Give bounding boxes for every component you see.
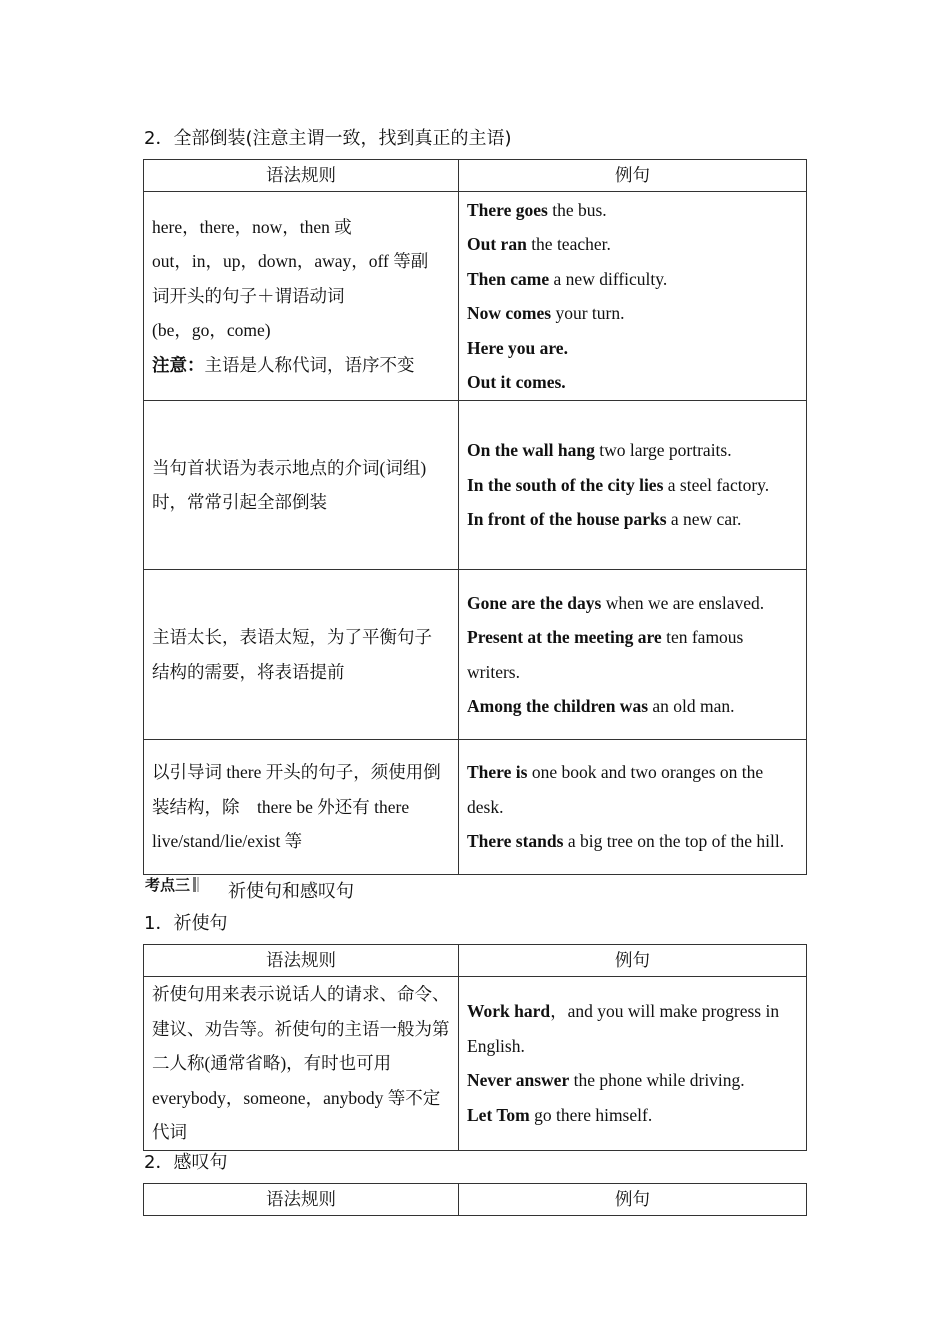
example-sentence: Work hard，and you will make progress in English. — [467, 1001, 780, 1056]
example-sentence: There stands a big tree on the top of the hill. — [467, 831, 785, 852]
rule-line: live/stand/lie/exist 等 — [152, 831, 303, 852]
section-heading-exclamatory: 2．感叹句 — [144, 1152, 228, 1173]
exclamatory-table — [143, 1183, 807, 1216]
example-cell — [459, 740, 807, 875]
rule-line: 词开头的句子＋谓语动词 — [152, 285, 345, 306]
rule-line: 装结构，除 there be 外还有 there — [152, 796, 410, 817]
example-sentence: In front of the house parks a new car. — [467, 509, 742, 530]
example-sentence: Now comes your turn. — [467, 303, 625, 323]
topic-badge — [145, 874, 199, 895]
example-sentence: Among the children was an old man. — [467, 696, 735, 716]
rule-cell — [144, 401, 459, 570]
rule-cell — [144, 192, 459, 401]
example-sentence: On the wall hang two large portraits. — [467, 440, 732, 461]
note-text: 主语是人称代词，语序不变 — [204, 354, 415, 375]
example-sentence: Present at the meeting are ten famous writers. — [467, 627, 744, 682]
rule-line: 当句首状语为表示地点的介词(词组) — [152, 457, 427, 478]
example-sentence: Let Tom go there himself. — [467, 1104, 653, 1125]
example-sentence: Never answer the phone while driving. — [467, 1070, 745, 1091]
rule-line: (be，go，come) — [152, 320, 271, 341]
section-heading-imperative: 1．祈使句 — [144, 913, 228, 934]
rule-cell — [144, 570, 459, 740]
example-cell — [459, 570, 807, 740]
table-row — [144, 401, 807, 570]
example-cell — [459, 192, 807, 401]
table-header-row — [144, 945, 807, 977]
rule-line: 结构的需要，将表语提前 — [152, 661, 345, 682]
rule-line: 时，常常引起全部倒装 — [152, 492, 327, 512]
header-rule: 语法规则 — [144, 1184, 459, 1216]
table-row — [144, 977, 807, 1151]
header-example: 例句 — [459, 945, 807, 977]
section-heading-full-inversion: 2．全部倒装(注意主谓一致，找到真正的主语) — [144, 128, 512, 149]
example-sentence: Then came a new difficulty. — [467, 268, 668, 289]
note-label: 注意： — [152, 354, 205, 375]
example-sentence: Here you are. — [467, 337, 568, 358]
example-sentence: There goes the bus. — [467, 199, 607, 220]
full-inversion-table — [143, 159, 807, 875]
rule-line: out，in，up，down，away，off 等副 — [152, 251, 429, 272]
example-sentence: Gone are the days when we are enslaved. — [467, 592, 765, 613]
rule-note — [152, 348, 450, 383]
badge-bar-icon — [197, 877, 199, 892]
header-example: 例句 — [459, 1184, 807, 1216]
rule-line: here，there，now，then 或 — [152, 216, 352, 237]
topic-title: 祈使句和感叹句 — [228, 881, 354, 902]
table-header-row — [144, 160, 807, 192]
example-sentence: Out ran the teacher. — [467, 234, 611, 254]
rule-line: 主语太长，表语太短，为了平衡句子 — [152, 627, 432, 647]
topic-badge-label: 考点三 — [145, 876, 191, 894]
rule-cell — [144, 740, 459, 875]
rule-line: 以引导词 there 开头的句子，须使用倒 — [152, 762, 441, 783]
imperative-table — [143, 944, 807, 1151]
rule-cell: 祈使句用来表示说话人的请求、命令、建议、劝告等。祈使句的主语一般为第二人称(通常省略)，有时也可用 everybody，someone，anybody 等不定代词 — [144, 977, 459, 1151]
header-rule: 语法规则 — [144, 945, 459, 977]
table-row — [144, 570, 807, 740]
header-example: 例句 — [459, 160, 807, 192]
table-header-row — [144, 1184, 807, 1216]
header-rule: 语法规则 — [144, 160, 459, 192]
example-sentence: Out it comes. — [467, 372, 566, 392]
table-row — [144, 740, 807, 875]
badge-bar-icon — [193, 877, 196, 892]
example-cell — [459, 977, 807, 1151]
example-sentence: There is one book and two oranges on the desk. — [467, 762, 764, 817]
example-sentence: In the south of the city lies a steel factory. — [467, 474, 770, 495]
example-cell — [459, 401, 807, 570]
table-row — [144, 192, 807, 401]
